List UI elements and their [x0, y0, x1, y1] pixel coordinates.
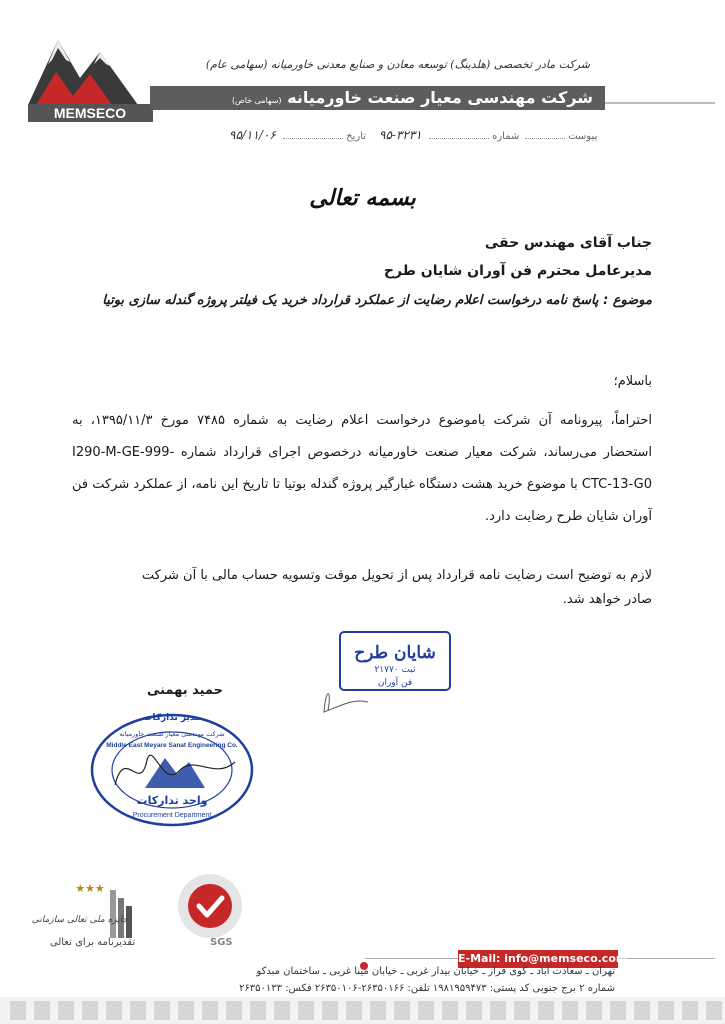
company-name: شرکت مهندسی معیار صنعت خاورمیانه	[287, 88, 593, 107]
footer-decorative-band	[0, 997, 725, 1024]
recipient-seal	[320, 628, 455, 718]
email-badge[interactable]: E-Mail: info@memseco.com	[458, 950, 618, 968]
recipient-name: جناب آقای مهندس حقی	[484, 235, 652, 251]
number-label: شماره	[492, 131, 520, 142]
stamp-company: شرکت مهندسی معیار صنعت خاورمیانه	[119, 730, 225, 738]
company-type: (سهامی خاص)	[231, 96, 282, 105]
letter-meta	[225, 128, 605, 148]
header-rule	[605, 102, 715, 104]
seal-subtitle: فن آوران	[377, 678, 413, 688]
letter-subject: موضوع : پاسخ نامه درخواست اعلام رضایت از عملکرد قرارداد خرید یک فیلتر پروژه گندله سازی بوتیا	[102, 293, 652, 308]
body-paragraph-2-end: صادر خواهد شد.	[562, 592, 652, 607]
date-value: ۹۵/۱۱/۰۶	[229, 128, 276, 142]
company-name-bar	[150, 86, 605, 110]
number-value: ۹۵-۳۲۳۱	[379, 128, 422, 142]
address-line-1: تهران ـ سعادت آباد ـ کوی فراز ـ خیابان بیدار غربی ـ خیابان مینا غربی ـ ساختمان مبدکو	[256, 966, 615, 977]
seal-name: شایان طرح	[354, 643, 436, 663]
stamp-unit: واحد تدارکات	[136, 794, 208, 807]
company-stamp	[85, 700, 260, 830]
stamp-company-en: Middle East Meyare Sanat Engineering Co.	[106, 742, 238, 749]
address-line-2: شماره ۲ برج جنوبی کد پستی: ۱۹۸۱۹۵۹۴۷۳ تلفن: ۲۶۳۵۰۱۶۶-۲۶۳۵۰۱۰۶ فکس: ۲۶۳۵۰۱۳۳	[239, 983, 615, 994]
date-label: تاریخ	[346, 131, 367, 142]
recipient-title: مدیرعامل محترم فن آوران شایان طرح	[383, 263, 652, 279]
meta-attachment	[525, 128, 597, 142]
letterhead-tagline: شرکت مادر تخصصی (هلدینگ) توسعه معادن و صنایع معدنی خاورمیانه (سهامی عام)	[205, 58, 590, 71]
signer-name: حمید بهمنی	[146, 683, 224, 698]
stamp-title: مدیر تدارکات	[143, 713, 201, 723]
invocation: بسمه تعالی	[309, 185, 416, 211]
seal-registration: ثبت ۲۱۷۷۰	[374, 665, 416, 675]
greeting: باسلام؛	[613, 374, 652, 389]
logo-brand: MEMSECO	[53, 105, 127, 121]
stamp-unit-en: Procurement Department	[132, 812, 212, 819]
meta-date	[225, 128, 366, 142]
company-logo	[28, 30, 153, 125]
award-stars-icon: ★★★	[75, 882, 105, 895]
sgs-label: SGS	[210, 937, 233, 948]
attachment-label: پیوست	[568, 131, 598, 142]
body-paragraph-2: لازم به توضیح است رضایت نامه قرارداد پس از تحویل موقت وتسویه حساب مالی با آن شرکت	[141, 568, 652, 583]
body-paragraph-1: احتراماً، پیرونامه آن شرکت باموضوع درخواست اعلام رضایت به شماره ۷۴۸۵ مورخ ۱۳۹۵/۱۱/۳، به استحضار می‌رساند، شرکت معیار صنعت خاورمیانه درخصوص اجرای قرارداد شماره I290-M-GE-999-CTC-13-G0 با موضوع خرید هشت دستگاه غبارگیر پروژه گندله بوتیا تا تاریخ این نامه، از عملکرد شرکت فن آوران شایان طرح رضایت دارد.	[72, 413, 652, 524]
award-caption: تقدیرنامه برای تعالی	[49, 937, 136, 948]
award-title: جایزه ملی تعالی سازمانی	[31, 915, 129, 925]
meta-number	[375, 128, 519, 142]
sgs-certification-logo	[155, 868, 250, 958]
